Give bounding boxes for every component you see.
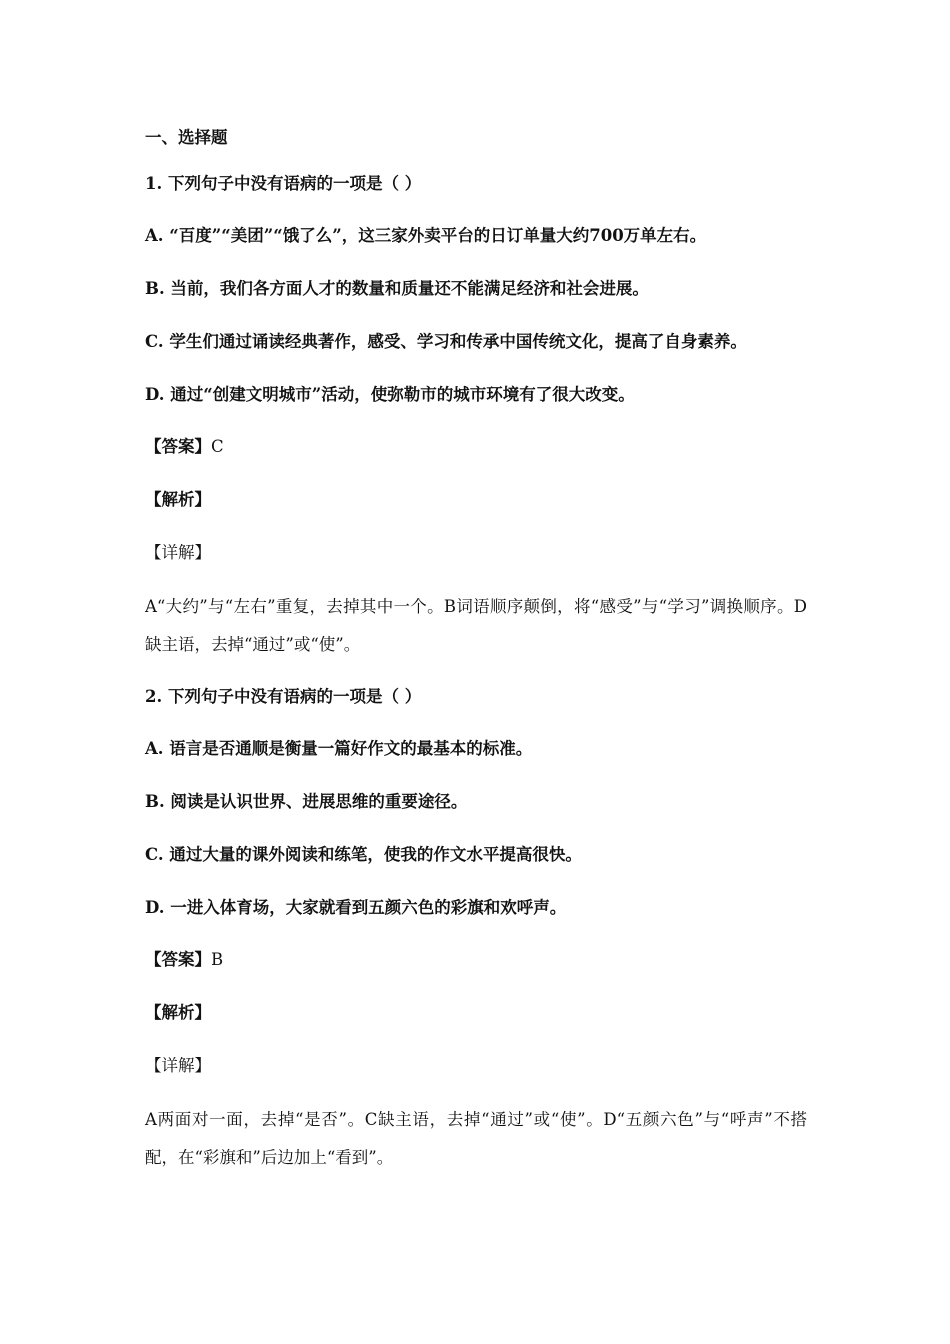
q1-option-c: C. 学生们通过诵读经典著作，感受、学习和传承中国传统文化，提高了自身素养。 bbox=[145, 332, 747, 351]
q1-option-b: B. 当前，我们各方面人才的数量和质量还不能满足经济和社会进展。 bbox=[145, 279, 649, 298]
q2-option-a: A. 语言是否通顺是衡量一篇好作文的最基本的标准。 bbox=[145, 739, 533, 758]
q1-answer bbox=[145, 436, 224, 458]
q2-answer-value: B bbox=[211, 950, 224, 969]
section-title: 一、选择题 bbox=[145, 128, 228, 147]
q2-option-c: C. 通过大量的课外阅读和练笔，使我的作文水平提高很快。 bbox=[145, 845, 582, 864]
q1-analysis-label: 【解析】 bbox=[145, 490, 211, 509]
q1-detail-label: 【详解】 bbox=[145, 543, 211, 562]
q2-option-b: B. 阅读是认识世界、进展思维的重要途径。 bbox=[145, 792, 468, 811]
q1-option-a: A. “百度”“美团”“饿了么”，这三家外卖平台的日订单量大约700万单左右。 bbox=[145, 226, 707, 245]
q1-stem: 1. 下列句子中没有语病的一项是（ ） bbox=[145, 174, 422, 193]
q2-detail-label: 【详解】 bbox=[145, 1056, 211, 1075]
q2-option-d: D. 一进入体育场，大家就看到五颜六色的彩旗和欢呼声。 bbox=[145, 898, 567, 917]
q2-analysis-label: 【解析】 bbox=[145, 1003, 211, 1022]
q2-detail-text: A两面对一面，去掉“是否”。C缺主语，去掉“通过”或“使”。D“五颜六色”与“呼声”不搭配，在“彩旗和”后边加上“看到”。 bbox=[145, 1110, 807, 1167]
q1-answer-value: C bbox=[211, 437, 224, 456]
q2-answer-label: 【答案】 bbox=[145, 950, 211, 969]
q1-option-d: D. 通过“创建文明城市”活动，使弥勒市的城市环境有了很大改变。 bbox=[145, 385, 635, 404]
q1-answer-label: 【答案】 bbox=[145, 437, 211, 456]
q2-answer bbox=[145, 949, 223, 971]
q1-detail-text: A“大约”与“左右”重复，去掉其中一个。B词语顺序颠倒，将“感受”与“学习”调换顺序。D缺主语，去掉“通过”或“使”。 bbox=[145, 597, 807, 654]
q2-stem: 2. 下列句子中没有语病的一项是（ ） bbox=[145, 687, 422, 706]
